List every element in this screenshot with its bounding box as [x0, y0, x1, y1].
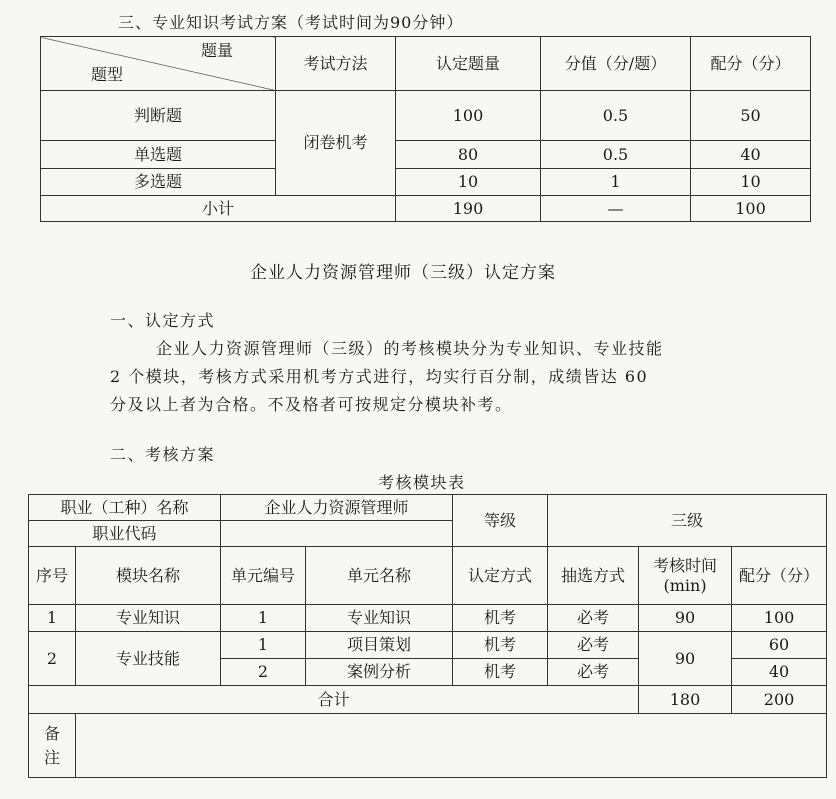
- cell-subtotal-total: 100: [691, 196, 811, 222]
- subtotal-row: [41, 196, 811, 222]
- cell-unit-name: 项目策划: [306, 632, 453, 659]
- cell-selection: 必考: [548, 632, 639, 659]
- job-name-label: 职业（工种）名称: [29, 495, 221, 521]
- header-time: 考核时间(min): [639, 547, 732, 605]
- job-code-value: [221, 521, 453, 547]
- table-row: [41, 91, 811, 141]
- cell-total: 50: [691, 91, 811, 141]
- header-question-count: 题量: [200, 41, 233, 60]
- total-row: [29, 686, 827, 714]
- cell-type: 判断题: [41, 91, 276, 141]
- exam-scheme-table: [40, 36, 811, 222]
- part1-line2: 2 个模块，考核方式采用机考方式进行，均实行百分制，成绩皆达 60: [110, 367, 649, 386]
- cell-subtotal-label: 小计: [41, 196, 396, 222]
- cell-unit-name: 案例分析: [306, 659, 453, 686]
- section3-title: 三、专业知识考试方案（考试时间为90分钟）: [118, 13, 464, 32]
- cell-type: 单选题: [41, 141, 276, 169]
- cell-time: 90: [639, 605, 732, 632]
- remarks-label: 备注: [29, 714, 76, 778]
- header-unit-no: 单元编号: [221, 547, 306, 605]
- header-score: 配分（分）: [732, 547, 827, 605]
- header-question-type: 题型: [91, 64, 124, 84]
- cell-subtotal-score-each: —: [541, 196, 691, 222]
- remarks-value: [76, 714, 827, 778]
- cell-count: 100: [396, 91, 541, 141]
- cell-total-label: 合计: [29, 686, 639, 714]
- cell-method: 机考: [453, 605, 548, 632]
- cell-unit-no: 1: [221, 632, 306, 659]
- cell-total: 10: [691, 169, 811, 196]
- level-value: 三级: [548, 495, 827, 547]
- cell-method: 机考: [453, 659, 548, 686]
- header-score-each: 分值（分/题）: [541, 37, 691, 91]
- cell-method: 机考: [453, 632, 548, 659]
- remarks-row: [29, 714, 827, 778]
- cell-unit-no: 1: [221, 605, 306, 632]
- cell-subtotal-count: 190: [396, 196, 541, 222]
- header-method: 认定方式: [453, 547, 548, 605]
- part1-line1: 企业人力资源管理师（三级）的考核模块分为专业知识、专业技能: [156, 339, 664, 358]
- header-count: 认定题量: [396, 37, 541, 91]
- job-name-row: [29, 495, 827, 521]
- module-header-row: [29, 547, 827, 605]
- cell-total-score: 200: [732, 686, 827, 714]
- table-row: [41, 141, 811, 169]
- cell-score: 100: [732, 605, 827, 632]
- cell-score-each: 0.5: [541, 91, 691, 141]
- cell-selection: 必考: [548, 605, 639, 632]
- header-method: 考试方法: [276, 37, 396, 91]
- cell-selection: 必考: [548, 659, 639, 686]
- cell-count: 10: [396, 169, 541, 196]
- table-row: [29, 632, 827, 659]
- cell-total-time: 180: [639, 686, 732, 714]
- cell-unit-no: 2: [221, 659, 306, 686]
- table-row: [41, 169, 811, 196]
- cell-count: 80: [396, 141, 541, 169]
- cell-score-each: 0.5: [541, 141, 691, 169]
- diagonal-header-cell: [41, 37, 276, 91]
- cell-time: 90: [639, 632, 732, 686]
- cell-seq: 1: [29, 605, 76, 632]
- level-label: 等级: [453, 495, 548, 547]
- cell-module: 专业知识: [76, 605, 221, 632]
- job-name-value: 企业人力资源管理师: [221, 495, 453, 521]
- header-total: 配分（分）: [691, 37, 811, 91]
- part2-heading: 二、考核方案: [110, 445, 216, 464]
- cell-module: 专业技能: [76, 632, 221, 686]
- part1-line3: 分及以上者为合格。不及格者可按规定分模块补考。: [110, 395, 513, 414]
- cell-unit-name: 专业知识: [306, 605, 453, 632]
- module-table: [28, 494, 827, 778]
- job-code-label: 职业代码: [29, 521, 221, 547]
- module-table-caption: 考核模块表: [378, 473, 466, 492]
- cell-total: 40: [691, 141, 811, 169]
- cell-score: 60: [732, 632, 827, 659]
- cell-method: 闭卷机考: [276, 91, 396, 196]
- header-unit-name: 单元名称: [306, 547, 453, 605]
- header-selection: 抽选方式: [548, 547, 639, 605]
- table-header-row: [41, 37, 811, 91]
- header-module: 模块名称: [76, 547, 221, 605]
- table-row: [29, 605, 827, 632]
- header-seq: 序号: [29, 547, 76, 605]
- cell-seq: 2: [29, 632, 76, 686]
- cell-score: 40: [732, 659, 827, 686]
- cell-score-each: 1: [541, 169, 691, 196]
- part1-heading: 一、认定方式: [110, 311, 216, 330]
- cell-type: 多选题: [41, 169, 276, 196]
- document-title: 企业人力资源管理师（三级）认定方案: [250, 263, 556, 283]
